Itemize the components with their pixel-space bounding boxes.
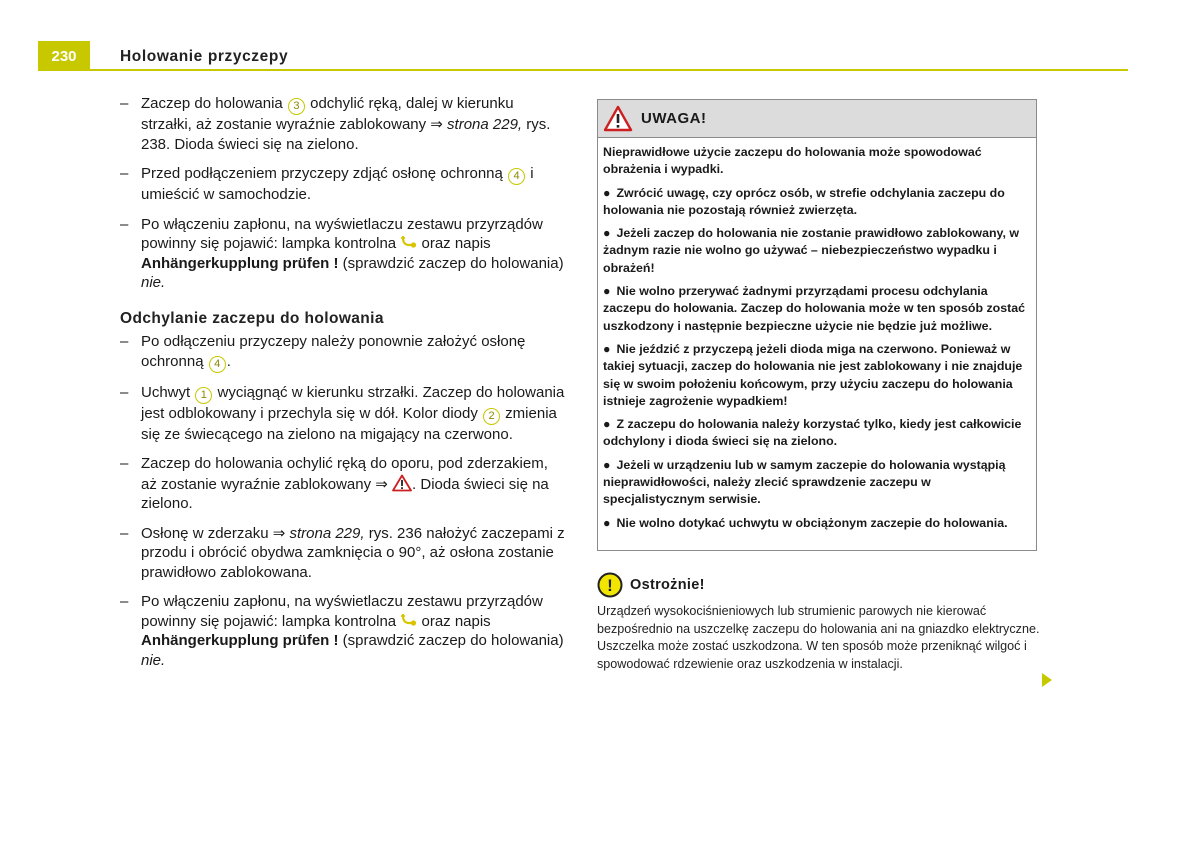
warning-body — [598, 138, 1036, 532]
warning-header — [598, 100, 1036, 138]
warning-triangle-icon — [603, 105, 633, 132]
ref-circle: 4 — [209, 356, 226, 373]
warning-title: UWAGA! — [641, 110, 707, 127]
warning-bullet: ● Jeżeli w urządzeniu lub w samym zaczepie do holowania wystąpią nieprawidłowości, należy zlecić sprawdzenie zaczepu w specjalistycznym serwisie. — [603, 457, 1006, 507]
list-item: – Po odłączeniu przyczepy należy ponownie założyć osłonę ochronną 4 . — [120, 332, 565, 373]
header-divider — [90, 69, 1128, 71]
trailer-hitch-lamp-icon — [400, 235, 417, 250]
list-item: – Po włączeniu zapłonu, na wyświetlaczu zestawu przyrządów powinny się pojawić: lampka kontrolna oraz napis Anhängerkupplung prüfen ! (sprawdzić zaczep do holowania) nie. — [120, 215, 564, 291]
warning-box — [597, 99, 1037, 551]
warning-bullet: ● Zwrócić uwagę, czy oprócz osób, w strefie odchylania zaczepu do holowania nie pozostają również zwierzęta. — [603, 185, 1005, 217]
list-item: – Osłonę w zderzaku ⇒ strona 229, rys. 236 nałożyć zaczepami z przodu i obrócić obydwa zamknięcia o 90°, aż osłona zostanie prawidłowo zablokowana. — [120, 524, 565, 581]
instructions-column — [120, 94, 565, 680]
ref-circle: 4 — [508, 168, 525, 185]
caution-exclamation-icon — [597, 572, 623, 598]
trailer-hitch-lamp-icon — [400, 613, 417, 628]
warning-bullet: ● Nie wolno przerywać żadnymi przyrządami procesu odchylania zaczepu do holowania. Zaczep do holowania może w ten sposób zostać uszkodzony i następnie bezpieczne użycie nie będzie już możliwe. — [603, 284, 1026, 333]
page-title: Holowanie przyczepy — [120, 48, 289, 65]
caution-text: Urządzeń wysokociśnieniowych lub strumienic parowych nie kierować bezpośrednio na uszczelkę zaczepu do holowania ani na gniazdko elektryczne. Uszczelka może zostać uszkodzona. W ten sposób może przeniknąć wilgoć i spowodować rdzewienie oraz uszkodzenia w instalacji. — [597, 604, 1040, 671]
list-item: – Uchwyt 1 wyciągnąć w kierunku strzałki. Zaczep do holowania jest odblokowany i przechyla się w dół. Kolor diody 2 zmienia się ze świecącego na zielono na migający na czerwono. — [120, 383, 565, 443]
ref-circle: 1 — [195, 387, 212, 404]
warning-bullet: ● Z zaczepu do holowania należy korzystać tylko, kiedy jest całkowicie odchylony i dioda świeci się na zielono. — [603, 417, 1022, 449]
list-item: – Zaczep do holowania ochylić ręką do oporu, pod zderzakiem, aż zostanie wyraźnie zablokowany ⇒ . Dioda świeci się na zielono. — [120, 455, 549, 512]
caution-title: Ostrożnie! — [630, 577, 705, 593]
list-item: – Po włączeniu zapłonu, na wyświetlaczu zestawu przyrządów powinny się pojawić: lampka kontrolna oraz napis Anhängerkupplung prüfen ! (sprawdzić zaczep do holowania) nie. — [120, 593, 564, 669]
ref-circle: 2 — [483, 408, 500, 425]
warning-bullet: ● Jeżeli zaczep do holowania nie zostanie prawidłowo zablokowany, w żadnym razie nie wolno go używać – niebezpieczeństwo wypadku i obrażeń! — [603, 226, 1020, 275]
warning-bullet: ● Nie wolno dotykać uchwytu w obciążonym zaczepie do holowania. — [603, 515, 1008, 530]
warning-intro: Nieprawidłowe użycie zaczepu do holowania może spowodować obrażenia i wypadki. — [603, 145, 982, 177]
warning-bullet: ● Nie jeździć z przyczepą jeżeli dioda miga na czerwono. Ponieważ w takiej sytuacji, zaczep do holowania nie jest zablokowany i nie znajduje się w swoim położeniu końcowym, przy użyciu zaczepu do holowania istnieje zagrożenie wypadkiem! — [603, 341, 1023, 408]
section-title: Odchylanie zaczepu do holowania — [120, 309, 384, 327]
caution-note — [597, 572, 1042, 673]
list-item: – Przed podłączeniem przyczepy zdjąć osłonę ochronną 4 i umieścić w samochodzie. — [120, 165, 534, 203]
list-item: – Zaczep do holowania 3 odchylić ręką, dalej w kierunku strzałki, aż zostanie wyraźnie zablokowany ⇒ strona 229, rys. 238. Dioda świeci się na zielono. — [120, 95, 551, 153]
ref-circle: 3 — [288, 98, 305, 115]
page-number: 230 — [38, 41, 90, 71]
warning-triangle-icon — [392, 474, 412, 492]
continue-arrow-icon — [1041, 672, 1053, 688]
caution-icon-glyph: ! — [607, 576, 613, 595]
